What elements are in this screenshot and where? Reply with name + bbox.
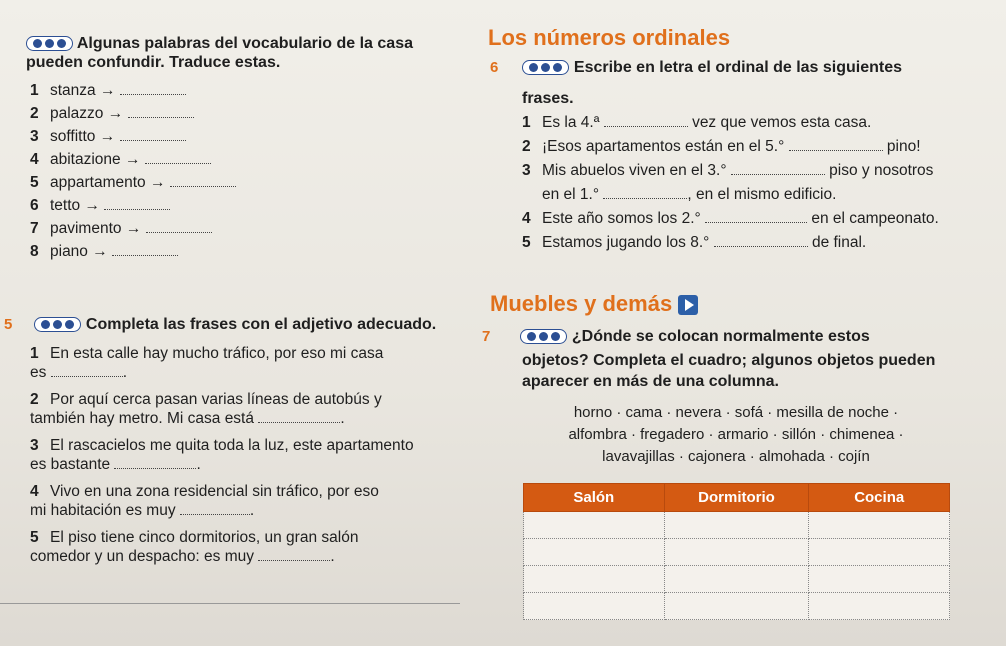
table-row xyxy=(524,593,950,620)
answer-blank[interactable] xyxy=(104,197,170,210)
difficulty-dots xyxy=(522,60,569,75)
table-cell[interactable] xyxy=(524,512,665,539)
answer-blank[interactable] xyxy=(114,456,196,469)
word-bank-line: alfombra · fregadero · armario · sillón · chimenea · xyxy=(568,426,904,443)
vocab-item: 6 tetto → xyxy=(30,196,236,219)
vocab-list xyxy=(30,81,236,265)
answer-blank[interactable] xyxy=(51,364,123,377)
table-cell[interactable] xyxy=(664,539,809,566)
furniture-table xyxy=(523,483,950,620)
answer-blank[interactable] xyxy=(604,114,688,127)
vocab-item: 5 appartamento → xyxy=(30,173,236,196)
ex6-instruction-line2: frases. xyxy=(522,90,574,107)
ex5-item: 3 El rascacielos me quita toda la luz, este apartamento es bastante . xyxy=(30,437,414,473)
ex6-instruction: 6 Escribe en letra el ordinal de las siguientes xyxy=(490,59,903,76)
vocab-item: 1 stanza → xyxy=(30,81,236,104)
table-cell[interactable] xyxy=(524,593,665,620)
table-cell[interactable] xyxy=(524,539,665,566)
word-bank xyxy=(506,402,966,468)
bottom-divider xyxy=(0,603,460,604)
answer-blank[interactable] xyxy=(170,174,236,187)
table-cell[interactable] xyxy=(809,593,950,620)
answer-blank[interactable] xyxy=(705,210,807,223)
table-cell[interactable] xyxy=(809,539,950,566)
table-row xyxy=(524,512,950,539)
answer-blank[interactable] xyxy=(714,234,808,247)
ex5-instruction: 5 Completa las frases con el adjetivo adecuado. xyxy=(4,316,437,333)
table-cell[interactable] xyxy=(524,566,665,593)
answer-blank[interactable] xyxy=(180,502,250,515)
difficulty-dots xyxy=(520,329,567,344)
table-row xyxy=(524,539,950,566)
answer-blank[interactable] xyxy=(731,162,825,175)
vocab-instruction-line2: pueden confundir. Traduce estas. xyxy=(26,54,281,71)
answer-blank[interactable] xyxy=(603,186,687,199)
answer-blank[interactable] xyxy=(146,220,212,233)
table-cell[interactable] xyxy=(664,512,809,539)
answer-blank[interactable] xyxy=(789,138,883,151)
answer-blank[interactable] xyxy=(120,82,186,95)
ex6-item: 2 ¡Esos apartamentos están en el 5.° pino! xyxy=(522,138,921,155)
ex6-item: 5 Estamos jugando los 8.° de final. xyxy=(522,234,867,251)
vocab-item: 4 abitazione → xyxy=(30,150,236,173)
vocab-instruction: Algunas palabras del vocabulario de la casa xyxy=(26,34,413,53)
ex5-list xyxy=(30,344,450,566)
ex6-item: 4 Este año somos los 2.° en el campeonato. xyxy=(522,210,939,227)
table-cell[interactable] xyxy=(809,512,950,539)
answer-blank[interactable] xyxy=(120,128,186,141)
muebles-title: Muebles y demás xyxy=(490,291,698,317)
col-header-salon: Salón xyxy=(524,484,665,512)
answer-blank[interactable] xyxy=(128,105,194,118)
video-play-icon[interactable] xyxy=(678,295,698,315)
col-header-dormitorio: Dormitorio xyxy=(664,484,809,512)
vocab-item: 7 pavimento → xyxy=(30,219,236,242)
ordinales-title: Los números ordinales xyxy=(488,25,731,50)
table-cell[interactable] xyxy=(809,566,950,593)
ex7-instruction-line2: objetos? Completa el cuadro; algunos objetos pueden xyxy=(522,352,936,369)
ex6-item: en el 1.° , en el mismo edificio. xyxy=(542,186,837,203)
ex6-item: 3 Mis abuelos viven en el 3.° piso y nosotros xyxy=(522,162,934,179)
ex5-item: 1 En esta calle hay mucho tráfico, por eso mi casa es . xyxy=(30,345,384,381)
table-cell[interactable] xyxy=(664,566,809,593)
ex6-item: 1 Es la 4.ª vez que vemos esta casa. xyxy=(522,114,872,131)
col-header-cocina: Cocina xyxy=(809,484,950,512)
ex6-list xyxy=(522,113,962,257)
ex7-instruction: 7 ¿Dónde se colocan normalmente estos xyxy=(482,328,870,345)
answer-blank[interactable] xyxy=(145,151,211,164)
vocab-item: 8 piano → xyxy=(30,242,236,265)
difficulty-dots xyxy=(26,36,73,51)
ex7-instruction-line3: aparecer en más de una columna. xyxy=(522,373,779,390)
ex5-item: 5 El piso tiene cinco dormitorios, un gran salón comedor y un despacho: es muy . xyxy=(30,529,359,565)
answer-blank[interactable] xyxy=(258,410,340,423)
vocab-item: 2 palazzo → xyxy=(30,104,236,127)
vocab-item: 3 soffitto → xyxy=(30,127,236,150)
table-cell[interactable] xyxy=(664,593,809,620)
word-bank-line: lavavajillas · cajonera · almohada · cojín xyxy=(602,448,870,465)
ex5-item: 2 Por aquí cerca pasan varias líneas de autobús y también hay metro. Mi casa está . xyxy=(30,391,382,427)
answer-blank[interactable] xyxy=(112,243,178,256)
ex5-item: 4 Vivo en una zona residencial sin tráfico, por eso mi habitación es muy . xyxy=(30,483,379,519)
difficulty-dots xyxy=(34,317,81,332)
answer-blank[interactable] xyxy=(258,548,330,561)
table-header-row xyxy=(524,484,950,512)
word-bank-line: horno · cama · nevera · sofá · mesilla de noche · xyxy=(573,404,899,421)
table-row xyxy=(524,566,950,593)
